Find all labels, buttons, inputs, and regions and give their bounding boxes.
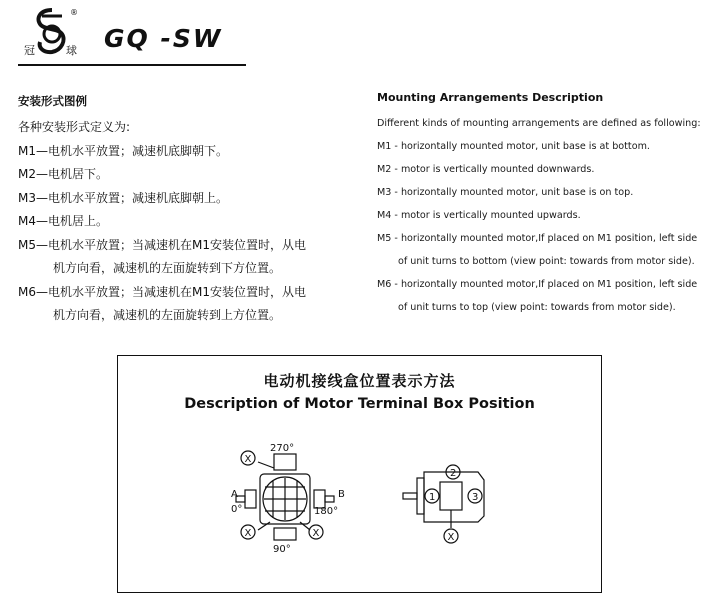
chinese-line-m2: M2—电机居下。 — [18, 167, 108, 181]
terminal-box-bottom — [274, 528, 296, 540]
chinese-line-m6-cont: 机方向看，减速机的左面旋转到上方位置。 — [53, 308, 282, 322]
english-line-m5: M5 - horizontally mounted motor,If placed on M1 position, left side — [377, 233, 698, 244]
chinese-description — [18, 93, 348, 328]
chinese-line: 各种安装形式定义为: — [18, 120, 131, 134]
english-line: Different kinds of mounting arrangements are defined as following: — [377, 118, 701, 129]
english-line-m2: M2 - motor is vertically mounted downwards. — [377, 164, 595, 175]
terminal-box-left — [245, 490, 256, 508]
terminal-box-diagrams — [118, 356, 600, 591]
position-3-label: 3 — [472, 492, 479, 503]
english-line-m1: M1 - horizontally mounted motor, unit base is at bottom. — [377, 141, 650, 152]
english-heading: Mounting Arrangements Description — [377, 91, 604, 104]
english-description — [377, 91, 707, 319]
chinese-line-m3: M3—电机水平放置；减速机底脚朝上。 — [18, 190, 228, 205]
angle-left: 0° — [231, 504, 243, 515]
terminal-box-top — [274, 454, 296, 470]
position-1-label: 1 — [429, 492, 436, 503]
right-diagram — [403, 465, 484, 543]
english-line-m3: M3 - horizontally mounted motor, unit base is on top. — [377, 187, 634, 198]
terminal-box-panel — [117, 355, 602, 593]
english-line-m4: M4 - motor is vertically mounted upwards. — [377, 210, 581, 221]
terminal-box-side — [440, 482, 462, 510]
position-2-label: 2 — [450, 468, 457, 479]
chinese-line-m5: M5—电机水平放置；当减速机在M1安装位置时，从电 — [18, 237, 306, 252]
angle-top: 270° — [270, 443, 295, 454]
marker-x-bottom-right: X — [312, 528, 320, 539]
chinese-line-m4: M4—电机居上。 — [18, 214, 108, 228]
logo-char-left: 冠 — [24, 44, 35, 57]
chinese-line-m1: M1—电机水平放置；减速机底脚朝下。 — [18, 143, 228, 158]
chinese-line-m6: M6—电机水平放置；当减速机在M1安装位置时，从电 — [18, 284, 306, 299]
chinese-heading: 安装形式图例 — [18, 94, 87, 108]
chinese-line-m5-cont: 机方向看，减速机的左面旋转到下方位置。 — [53, 261, 282, 275]
english-line-m6-cont: of unit turns to top (view point: towards from motor side). — [398, 302, 676, 313]
company-logo — [22, 6, 82, 58]
brand-title: GQ -SW — [104, 24, 223, 53]
marker-x-side: X — [447, 532, 455, 543]
terminal-box-title-en: Description of Motor Terminal Box Position — [184, 396, 535, 412]
angle-right: 180° — [314, 506, 339, 517]
english-line-m6: M6 - horizontally mounted motor,If placed on M1 position, left side — [377, 279, 698, 290]
label-a: A — [231, 489, 238, 500]
marker-x-bottom-left: X — [244, 528, 252, 539]
label-b: B — [338, 489, 345, 500]
terminal-box-title-cn: 电动机接线盒位置表示方法 — [263, 372, 456, 390]
shaft — [403, 493, 417, 499]
angle-bottom: 90° — [273, 544, 291, 555]
registered-mark: ® — [70, 8, 78, 17]
header-rule — [18, 64, 246, 66]
logo-char-right: 球 — [66, 44, 77, 57]
flange-plate — [417, 478, 424, 514]
marker-x-top: X — [244, 454, 252, 465]
english-line-m5-cont: of unit turns to bottom (view point: towards from motor side). — [398, 256, 695, 267]
